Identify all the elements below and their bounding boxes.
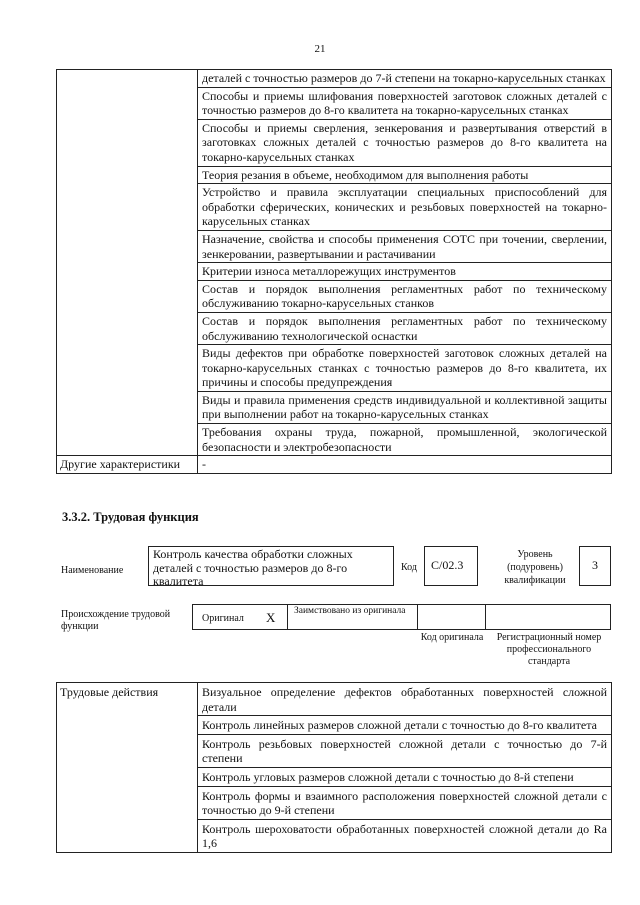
knowledge-item: Требования охраны труда, пожарной, промышленной, экологической безопасности и электробезопасности bbox=[198, 424, 612, 456]
function-name-box: Контроль качества обработки сложных деталей с точностью размеров до 8-го квалитета bbox=[148, 546, 394, 586]
original-mark: X bbox=[266, 610, 276, 625]
knowledge-item: Состав и порядок выполнения регламентных работ по техническому обслуживанию технологической оснастки bbox=[198, 312, 612, 344]
knowledge-item: Виды дефектов при обработке поверхностей заготовок сложных деталей на токарно-карусельных станках с точностью размеров до 8-го квалитета, их причины и способы предупреждения bbox=[198, 345, 612, 392]
borrowed-label: Заимствовано из оригинала bbox=[294, 606, 406, 616]
knowledge-item: Устройство и правила эксплуатации специальных приспособлений для обработки сферических, конических и резьбовых поверхностей на токарно-карусельных станках bbox=[198, 184, 612, 231]
knowledge-item: Способы и приемы шлифования поверхностей заготовок сложных деталей с точностью размеров до 8-го квалитета на токарно-карусельных станках bbox=[198, 87, 612, 119]
reg-number-cell bbox=[485, 604, 611, 630]
knowledge-item: деталей с точностью размеров до 7-й степени на токарно-карусельных станках bbox=[198, 70, 612, 88]
page-number: 21 bbox=[314, 43, 326, 55]
knowledge-item: Назначение, свойства и способы применения СОТС при точении, сверлении, зенкеровании, развертывании и растачивании bbox=[198, 230, 612, 262]
actions-label: Трудовые действия bbox=[57, 683, 198, 853]
knowledge-item: Способы и приемы сверления, зенкерования и развертывания отверстий в заготовках сложных деталей с точностью размеров до 8-го квалитета на токарно-карусельных станках bbox=[198, 119, 612, 166]
origin-strip bbox=[192, 604, 611, 630]
reg-number-label: Регистрационный номер профессионального стандарта bbox=[496, 632, 602, 667]
function-code-box: C/02.3 bbox=[424, 546, 478, 586]
other-characteristics-value: - bbox=[198, 456, 612, 474]
knowledge-item: Состав и порядок выполнения регламентных работ по техническому обслуживанию токарно-карусельных станков bbox=[198, 280, 612, 312]
knowledge-table bbox=[56, 69, 612, 474]
table-row bbox=[57, 683, 612, 716]
empty-label-cell bbox=[57, 70, 198, 456]
table-row bbox=[57, 70, 612, 88]
table-row bbox=[57, 456, 612, 474]
action-item: Контроль формы и взаимного расположения поверхностей сложной детали с точностью до 9-й степени bbox=[198, 786, 612, 819]
action-item: Визуальное определение дефектов обработанных поверхностей сложной детали bbox=[198, 683, 612, 716]
action-item: Контроль резьбовых поверхностей сложной детали с точностью до 7-й степени bbox=[198, 734, 612, 767]
origin-label: Происхождение трудовой функции bbox=[61, 609, 171, 632]
code-original-label: Код оригинала bbox=[420, 632, 484, 643]
other-characteristics-label: Другие характеристики bbox=[57, 456, 198, 474]
code-original-cell bbox=[417, 604, 486, 630]
actions-table bbox=[56, 682, 612, 853]
knowledge-item: Виды и правила применения средств индивидуальной и коллективной защиты при выполнении работ на токарно-карусельных станках bbox=[198, 391, 612, 423]
section-heading: 3.3.2. Трудовая функция bbox=[62, 510, 199, 524]
action-item: Контроль шероховатости обработанных поверхностей сложной детали до Ra 1,6 bbox=[198, 819, 612, 852]
original-cell bbox=[192, 604, 288, 630]
qualification-level-label: Уровень (подуровень) квалификации bbox=[504, 549, 566, 586]
action-item: Контроль линейных размеров сложной детали с точностью до 8-го квалитета bbox=[198, 716, 612, 735]
code-label: Код bbox=[401, 562, 417, 573]
original-label: Оригинал bbox=[202, 613, 244, 624]
name-label: Наименование bbox=[61, 565, 124, 576]
borrowed-cell bbox=[287, 604, 418, 630]
action-item: Контроль угловых размеров сложной детали с точностью до 8-й степени bbox=[198, 767, 612, 786]
knowledge-item: Теория резания в объеме, необходимом для выполнения работы bbox=[198, 166, 612, 184]
knowledge-item: Критерии износа металлорежущих инструментов bbox=[198, 263, 612, 281]
qualification-level-box: 3 bbox=[579, 546, 611, 586]
